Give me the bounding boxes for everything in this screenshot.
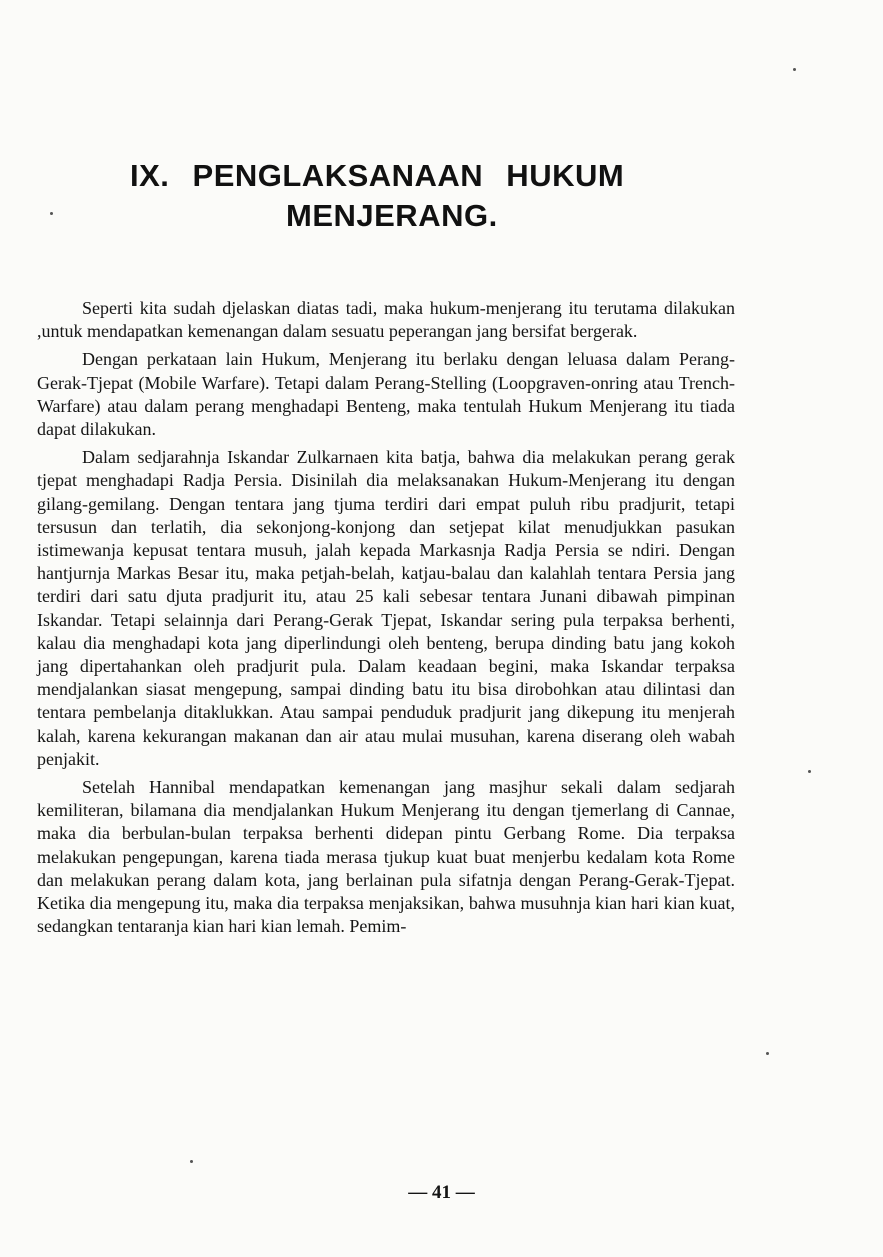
chapter-title-line-2: MENJERANG. <box>286 198 498 233</box>
print-speck <box>190 1160 193 1163</box>
paragraph-4: Setelah Hannibal mendapatkan kemenangan jang masjhur sekali dalam sedjarah kemiliteran, bilamana dia mendjalankan Hukum Menjerang itu dengan tjemerlang di Cannae, maka dia berbulan-bulan terpaksa berhenti didepan pintu Gerbang Rome. Dia terpaksa melakukan pengepungan, karena tiada merasa tjukup kuat buat menjerbu kedalam kota Rome dan melakukan perang dalam kota, jang berlainan pula sifatnja dengan Perang-Gerak-Tjepat. Ketika dia mengepung itu, maka dia terpaksa menjaksikan, bahwa musuhnja kian hari kian kuat, sedangkan tentaranja kian hari kian lemah. Pemim- <box>37 777 735 937</box>
print-speck <box>793 68 796 71</box>
paragraph-1: Seperti kita sudah djelaskan diatas tadi, maka hukum-menjerang itu terutama dilakukan ,untuk mendapatkan kemenangan dalam sesuatu peperangan jang bersifat bergerak. <box>37 298 735 342</box>
chapter-title-line-1: IX. PENGLAKSANAAN HUKUM <box>130 158 625 193</box>
paragraph-2: Dengan perkataan lain Hukum, Menjerang itu berlaku dengan leluasa dalam Perang-Gerak-Tjepat (Mobile Warfare). Tetapi dalam Perang-Stelling (Loopgraven-onring atau Trench-Warfare) atau dalam perang menghadapi Benteng, maka tentulah Hukum Menjerang itu tiada dapat dilakukan. <box>37 349 735 440</box>
print-speck <box>766 1052 769 1055</box>
print-speck <box>808 770 811 773</box>
paragraph-3: Dalam sedjarahnja Iskandar Zulkarnaen kita batja, bahwa dia melakukan perang gerak tjepat menghadapi Radja Persia. Disinilah dia melaksanakan Hukum-Menjerang itu dengan gilang-gemilang. Dengan tentara jang tjuma terdiri dari empat puluh ribu pradjurit, tetapi tersusun dan terlatih, dia sekonjong-konjong dan setjepat kilat menudjukkan pasukan istimewanja kepusat tentara musuh, jalah kepada Markasnja Radja Persia se ndiri. Dengan hantjurnja Markas Besar itu, maka petjah-belah, katjau-balau dan kalahlah tentara Persia jang terdiri dari satu djuta pradjurit itu, atau 25 kali sebesar tentara Junani dibawah pimpinan Iskandar. Tetapi selainnja dari Perang-Gerak Tjepat, Iskandar sering pula terpaksa berhenti, kalau dia menghadapi kota jang diperlindungi oleh benteng, berupa dinding batu jang kokoh jang dipertahankan oleh pradjurit pula. Dalam keadaan begini, maka Iskandar terpaksa mendjalankan siasat mengepung, sampai dinding batu itu bisa dirobohkan atau dilintasi dan tentara pembelanja ditaklukkan. Atau sampai penduduk pradjurit jang dikepung itu menjerah kalah, karena kekurangan makanan dan air atau mulai musuhan, karena diserang oleh wabah penjakit. <box>37 447 735 769</box>
print-speck <box>50 212 53 215</box>
page-number: — 41 — <box>408 1182 475 1203</box>
chapter-title <box>130 156 690 236</box>
body-text <box>37 297 735 938</box>
